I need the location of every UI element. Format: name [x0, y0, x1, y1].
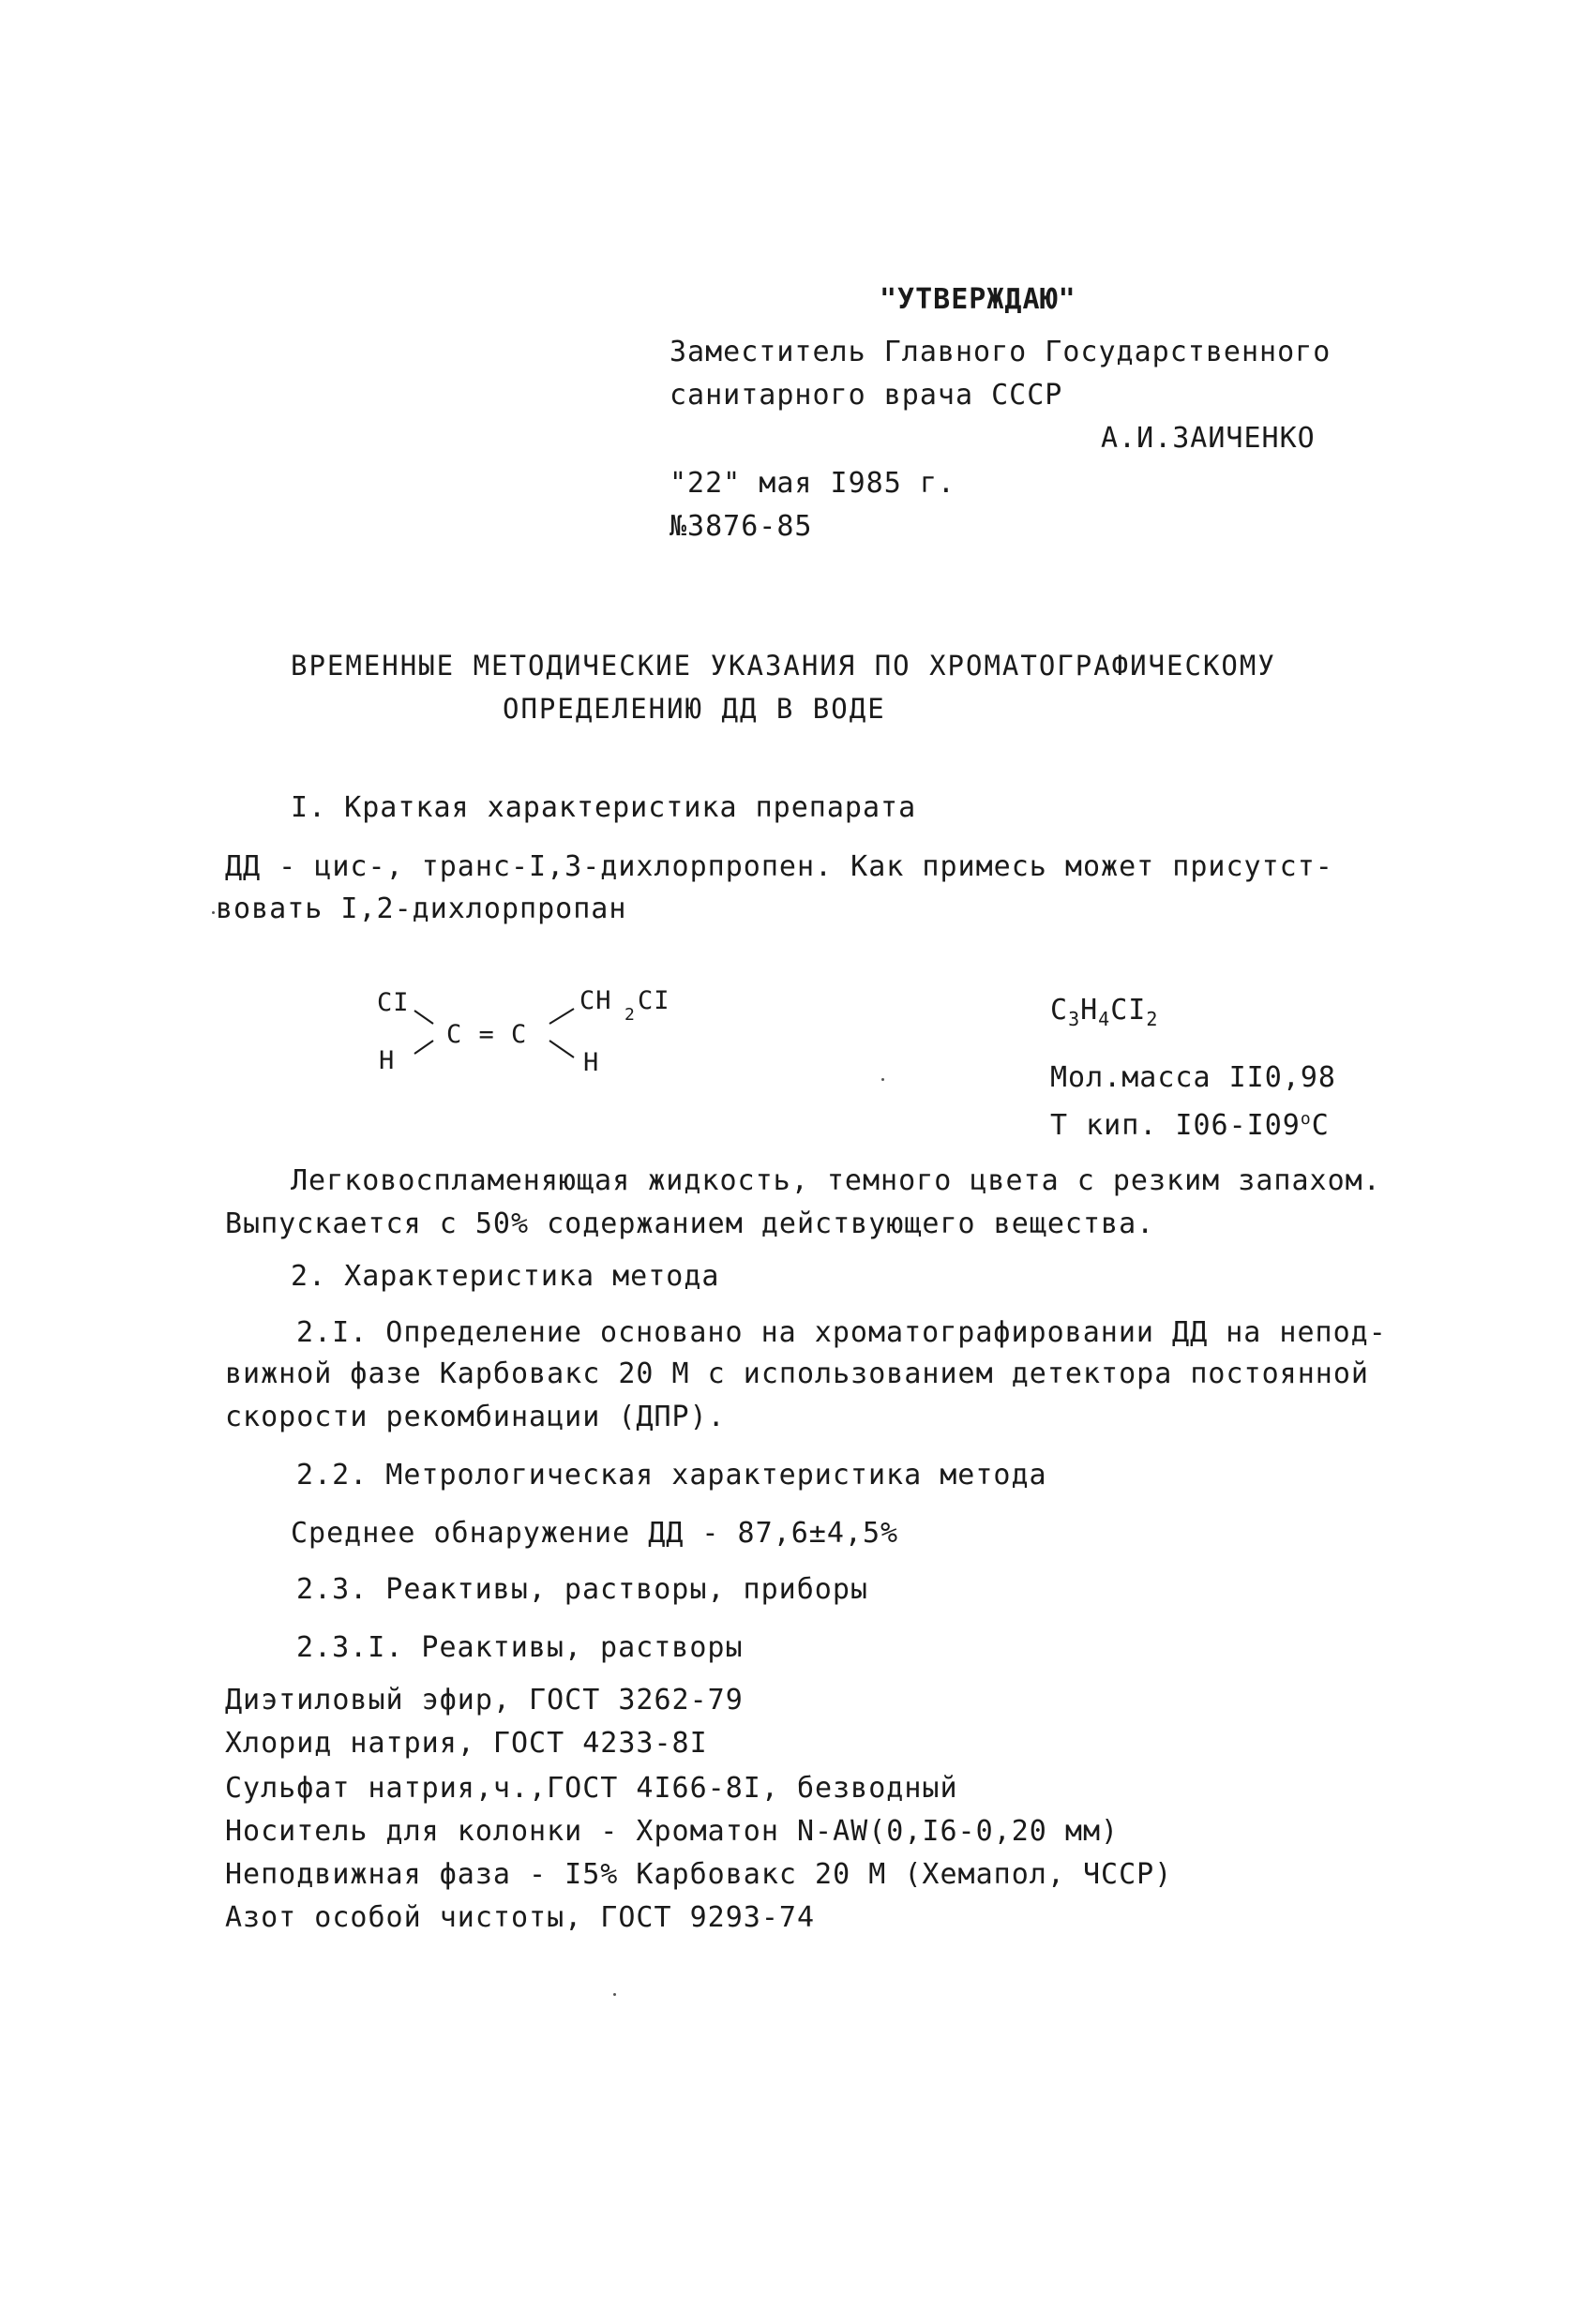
- structure-bottom-left: H: [379, 1046, 396, 1075]
- structure-core: C = C: [446, 1020, 528, 1049]
- bond-bottom-left: [414, 1041, 433, 1054]
- section21-line3: скорости рекомбинации (ДПР).: [225, 1401, 726, 1433]
- reagent-item: Диэтиловый эфир, ГОСТ 3262-79: [225, 1684, 744, 1717]
- bond-top-right: [549, 1009, 574, 1024]
- reagent-item: Носитель для колонки - Хроматон N-AW(0,I6-0,20 мм): [225, 1815, 1120, 1848]
- structural-formula: [366, 975, 703, 1097]
- section23-heading: 2.3. Реактивы, растворы, приборы: [296, 1573, 868, 1606]
- approval-name: А.И.ЗАИЧЕНКО: [1101, 422, 1316, 455]
- formula-cl: CI: [1110, 994, 1147, 1027]
- structure-top-right: CH: [579, 986, 612, 1015]
- formula-h-subscript: 4: [1098, 1008, 1111, 1030]
- bond-top-left: [414, 1011, 433, 1024]
- boiling-point-value: Т кип. I06-I09: [1050, 1109, 1301, 1142]
- approval-number: №3876-85: [670, 510, 813, 543]
- section21-line2: вижной фазе Карбовакс 20 М с использованием детектора постоянной: [225, 1357, 1369, 1390]
- description-line2: Выпускается с 50% содержанием действующего вещества.: [225, 1207, 1155, 1240]
- bond-bottom-right: [549, 1041, 574, 1057]
- reagent-item: Неподвижная фаза - I5% Карбовакс 20 М (Хемапол, ЧССР): [225, 1858, 1173, 1891]
- mean-detection: Среднее обнаружение ДД - 87,6±4,5%: [291, 1517, 899, 1550]
- reagent-item: Хлорид натрия, ГОСТ 4233-8I: [225, 1727, 708, 1760]
- formula-cl-subscript: 2: [1146, 1008, 1159, 1030]
- structure-bottom-right: H: [583, 1048, 600, 1077]
- formula-h: H: [1080, 994, 1099, 1027]
- structure-top-right-tail: CI: [638, 986, 670, 1015]
- reagent-item: Сульфат натрия,ч.,ГОСТ 4I66-8I, безводный: [225, 1772, 958, 1805]
- molecular-mass: Мол.масса II0,98: [1050, 1061, 1336, 1094]
- approval-role-line1: Заместитель Главного Государственного: [670, 336, 1332, 368]
- reagent-item: Азот особой чистоты, ГОСТ 9293-74: [225, 1901, 816, 1934]
- boiling-point-unit: C: [1311, 1109, 1330, 1142]
- section1-heading: I. Краткая характеристика препарата: [291, 791, 917, 824]
- scan-speck: [881, 1078, 884, 1081]
- document-title-line1: ВРЕМЕННЫЕ МЕТОДИЧЕСКИЕ УКАЗАНИЯ ПО ХРОМАТОГРАФИЧЕСКОМУ: [291, 650, 1276, 682]
- description-line1: Легковоспламеняющая жидкость, темного цвета с резким запахом.: [291, 1164, 1381, 1197]
- scan-speck: [613, 1993, 616, 1996]
- formula-c-subscript: 3: [1068, 1008, 1081, 1030]
- approval-role-line2: санитарного врача СССР: [670, 379, 1063, 412]
- document-title-line2: ОПРЕДЕЛЕНИЮ ДД В ВОДЕ: [503, 693, 886, 725]
- molecular-formula: [1050, 992, 1158, 1038]
- structure-top-left: CI: [377, 988, 410, 1017]
- section1-paragraph-line1: ДД - цис-, транс-I,3-дихлорпропен. Как примесь может присутст-: [225, 850, 1333, 883]
- section21-line1: 2.I. Определение основано на хроматографировании ДД на непод-: [296, 1316, 1387, 1349]
- degree-mark: o: [1300, 1109, 1312, 1129]
- boiling-point: [1050, 1101, 1330, 1145]
- formula-c: C: [1050, 994, 1069, 1027]
- structure-top-right-subscript: 2: [624, 1005, 636, 1025]
- section231-heading: 2.3.I. Реактивы, растворы: [296, 1631, 744, 1664]
- approval-date: "22" мая I985 г.: [670, 467, 955, 500]
- scan-speck: [212, 911, 215, 914]
- section22-heading: 2.2. Метрологическая характеристика метода: [296, 1459, 1047, 1492]
- approval-title: "УТВЕРЖДАЮ": [880, 283, 1076, 316]
- section1-paragraph-line2: вовать I,2-дихлорпропан: [216, 892, 627, 925]
- section2-heading: 2. Характеристика метода: [291, 1260, 720, 1293]
